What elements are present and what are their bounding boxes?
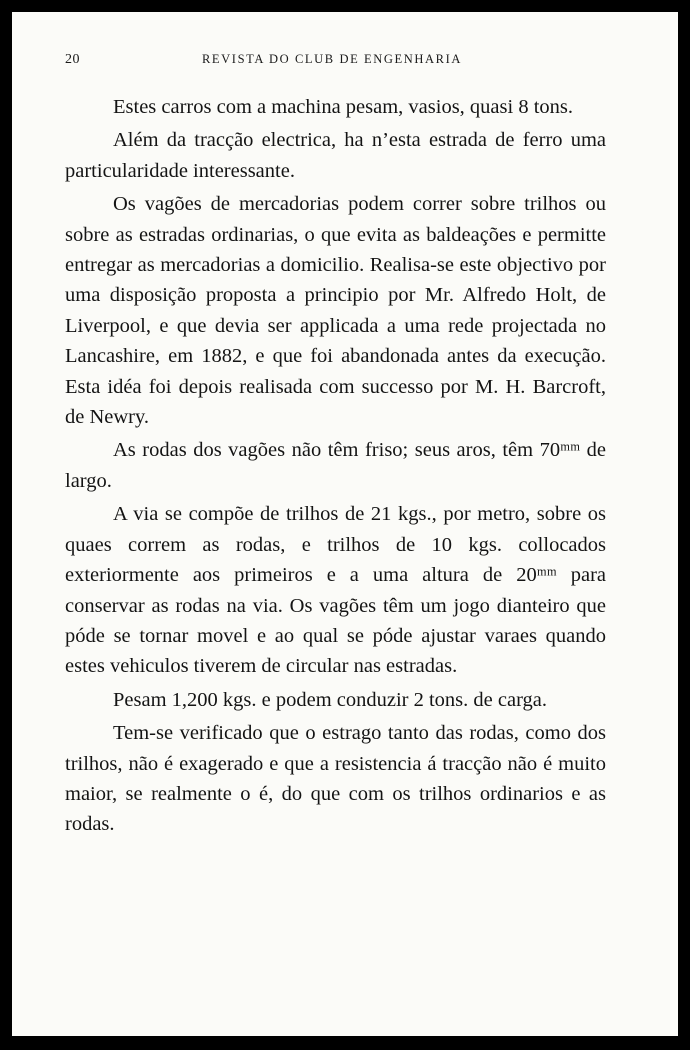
paragraph: As rodas dos vagões não têm friso; seus aros, têm 70ᵐᵐ de largo. <box>65 439 606 492</box>
running-title: REVISTA DO CLUB DE ENGENHARIA <box>202 52 462 66</box>
paragraph: Tem-se verificado que o estrago tanto das rodas, como dos trilhos, não é exagerado e que a resistencia á tracção não é muito maior, se realmente o é, do que com os trilhos ordinarios e as rodas. <box>65 722 606 836</box>
page-header <box>12 52 678 72</box>
paragraph: Estes carros com a machina pesam, vasios, quasi 8 tons. <box>113 96 573 118</box>
paragraph: Pesam 1,200 kgs. e podem conduzir 2 tons. de carga. <box>113 688 548 711</box>
paragraph: A via se compõe de trilhos de 21 kgs., por metro, sobre os quaes correm as rodas, e trilhos de 10 kgs. collocados exteriormente aos primeiros e a uma altura de 20ᵐᵐ para conservar as rodas na via. Os vagões têm um jogo dianteiro que póde se tornar movel e ao qual se póde ajustar varaes quando estes vehiculos tiverem de circular nas estradas. <box>65 503 606 678</box>
body-text <box>65 92 606 840</box>
paragraph: Os vagões de mercadorias podem correr sobre trilhos ou sobre as estradas ordinarias, o que evita as baldeações e permitte entregar as mercadorias a domicilio. Realisa-se este objectivo por uma disposição proposta a principio por Mr. Alfredo Holt, de Liverpool, e que devia ser applicada a uma rede projectada no Lancashire, em 1882, e que foi abandonada antes da execução. Esta idéa foi depois realisada com successo por M. H. Barcroft, de Newry. <box>65 193 606 429</box>
paragraph: Além da tracção electrica, ha n’esta estrada de ferro uma particularidade interessante. <box>65 129 606 182</box>
document-page <box>12 12 678 1036</box>
page-number: 20 <box>65 52 80 67</box>
